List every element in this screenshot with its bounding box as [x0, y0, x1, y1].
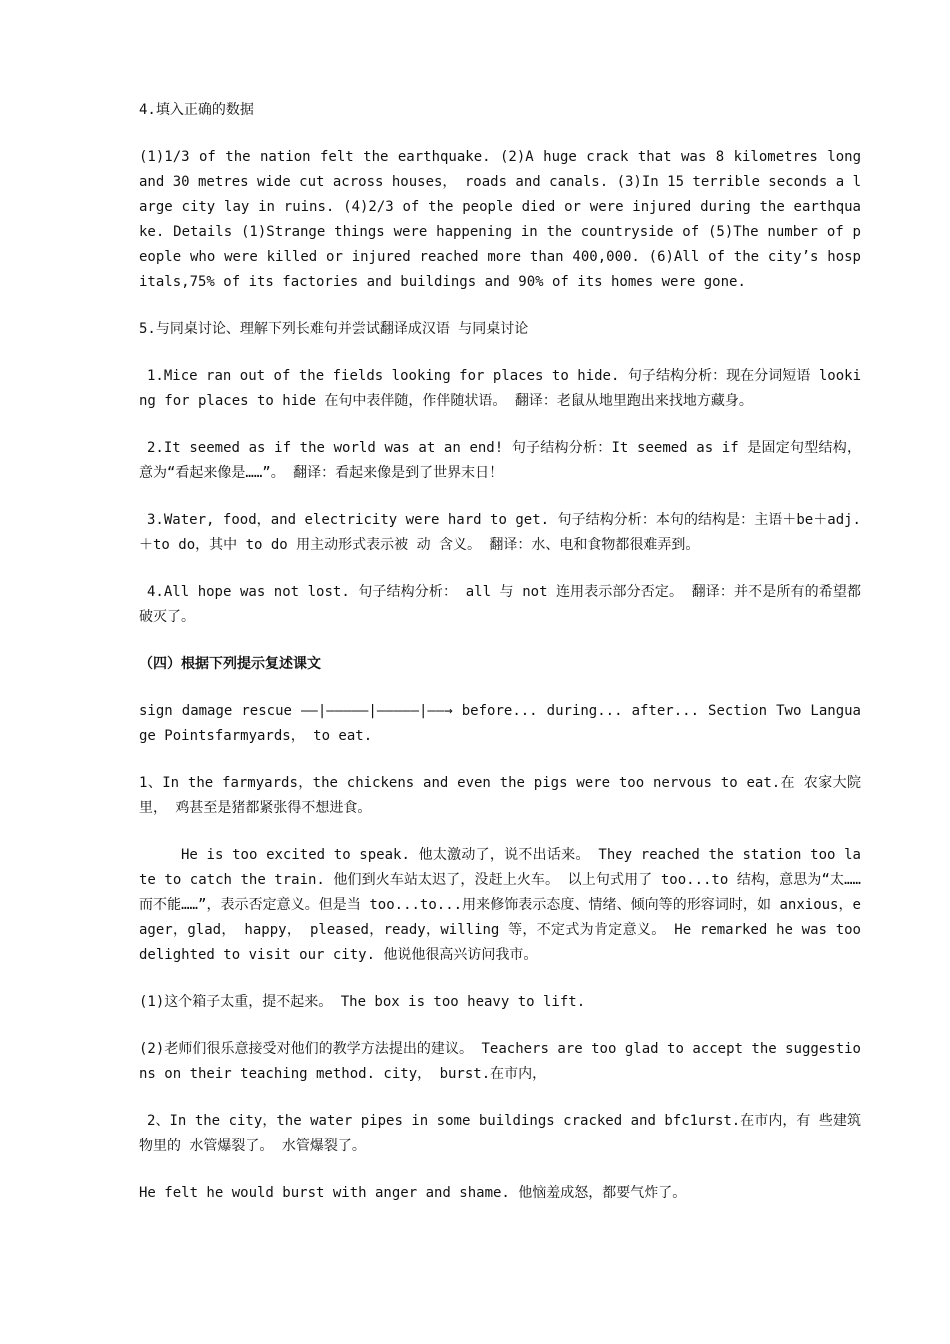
- sentence-analysis-2: 2.It seemed as if the world was at an end! 句子结构分析：It seemed as if 是固定句型结构，意为“看起来像是……”。 翻译：看起来像是到了世界末日！: [139, 440, 861, 481]
- retell-heading: （四）根据下列提示复述课文: [139, 656, 321, 672]
- earthquake-facts-paragraph: (1)1/3 of the nation felt the earthquake. (2)A huge crack that was 8 kilometres long and 30 metres wide cut across houses， roads and canals. (3)In 15 terrible seconds a large city lay in ruins. (4)2/3 of the people died or were injured during the earthquake. Details (1)Strange things were happening in the countryside of (5)The number of people who were killed or injured reached more than 400,000. (6)All of the city’s hospitals,75% of its factories and buildings and 90% of its homes were gone.: [139, 149, 862, 290]
- exercise-2: (2)老师们很乐意接受对他们的教学方法提出的建议。 Teachers are too glad to accept the suggestions on their teaching method. city， burst.在市内，: [139, 1041, 861, 1082]
- sentence-analysis-3: 3.Water, food，and electricity were hard to get. 句子结构分析：本句的结构是：主语＋be＋adj.＋to do，其中 to do 用主动形式表示被 动 含义。 翻译：水、电和食物都很难弄到。: [139, 512, 861, 553]
- language-point-2: 2、In the city，the water pipes in some buildings cracked and bfc1urst.在市内，有 些建筑物里的 水管爆裂了。 水管爆裂了。: [139, 1113, 861, 1154]
- timeline-prompt: sign damage rescue ——|—————|—————|——→ before... during... after... Section Two Language Pointsfarmyards， to eat.: [139, 703, 861, 744]
- too-to-explanation: He is too excited to speak. 他太激动了，说不出话来。 They reached the station too late to catch the train. 他们到火车站太迟了，没赶上火车。 以上句式用了 too...to 结构，意思为“太……而不能……”，表示否定意义。但是当 too...to...用来修饰表示态度、情绪、倾向等的形容词时，如 anxious，eager，glad， happy， pleased，ready，willing 等，不定式为肯定意义。 He remarked he was too delighted to visit our city. 他说他很高兴访问我市。: [139, 847, 861, 963]
- language-point-1: 1、In the farmyards，the chickens and even the pigs were too nervous to eat.在 农家大院里， 鸡甚至是猪都紧张得不想进食。: [139, 775, 861, 816]
- document-page: [139, 98, 861, 1206]
- sentence-analysis-4: 4.All hope was not lost. 句子结构分析： all 与 not 连用表示部分否定。 翻译：并不是所有的希望都破灭了。: [139, 584, 861, 625]
- burst-example: He felt he would burst with anger and shame. 他恼羞成怒，都要气炸了。: [139, 1185, 687, 1201]
- exercise-1: (1)这个箱子太重，提不起来。 The box is too heavy to lift.: [139, 994, 586, 1010]
- section-heading-5: 5.与同桌讨论、理解下列长难句并尝试翻译成汉语 与同桌讨论: [139, 321, 529, 337]
- section-heading-4: 4.填入正确的数据: [139, 102, 254, 118]
- sentence-analysis-1: 1.Mice ran out of the fields looking for places to hide. 句子结构分析：现在分词短语 looking for places to hide 在句中表伴随，作伴随状语。 翻译：老鼠从地里跑出来找地方藏身。: [139, 368, 861, 409]
